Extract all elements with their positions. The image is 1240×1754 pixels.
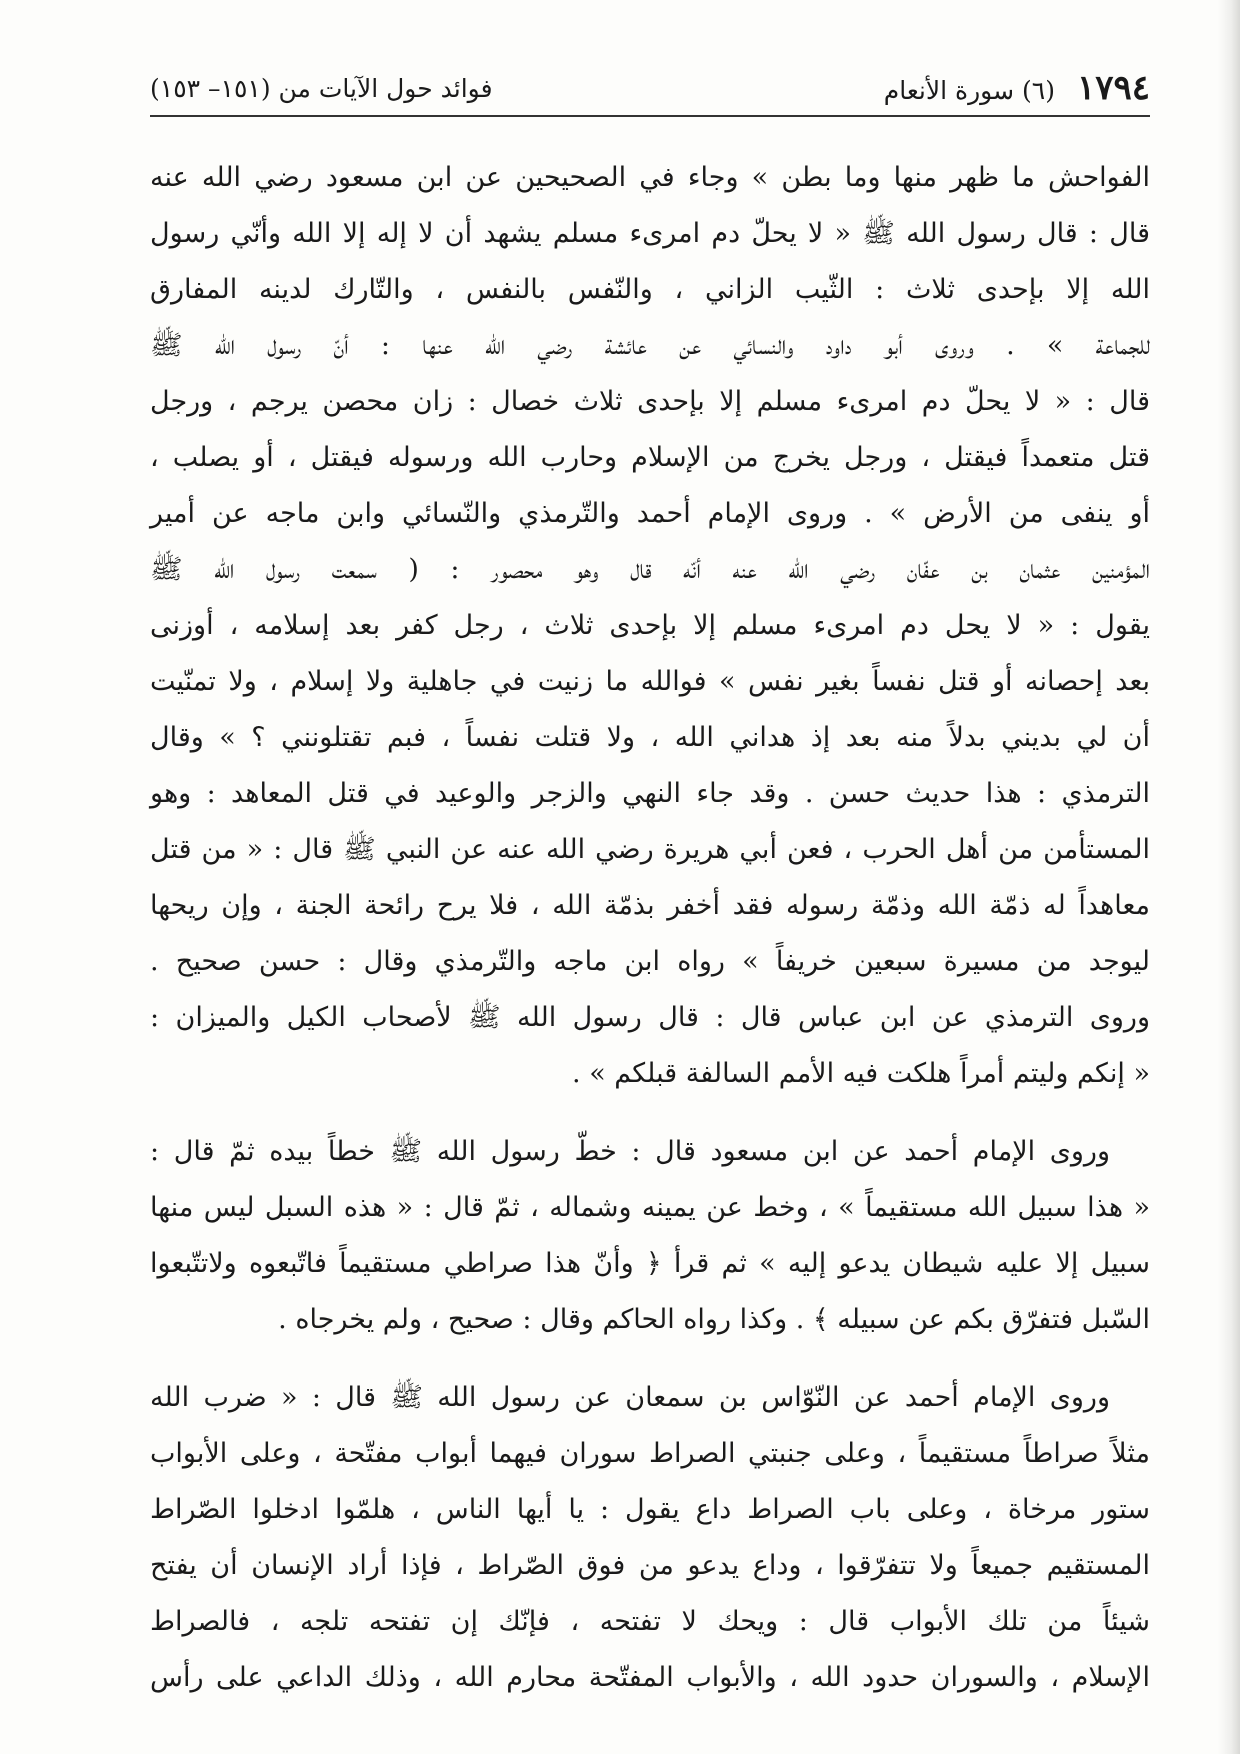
page-edge-shadow xyxy=(1218,0,1240,1754)
text-line: مثلاً صراطاً مستقيماً ، وعلى جنبتي الصراط سوران فيهما أبواب مفتّحة ، وعلى الأبواب xyxy=(150,1438,1150,1469)
text-line: الترمذي : هذا حديث حسن . وقد جاء النهي والزجر والوعيد في قتل المعاهد : وهو xyxy=(150,778,1150,809)
paragraph-3 xyxy=(150,1370,1150,1706)
running-header xyxy=(150,66,1150,110)
text-line: يقول : « لا يحل دم امرىء مسلم إلا بإحدى ثلاث ، رجل كفر بعد إسلامه ، أوزنى xyxy=(150,610,1150,641)
text-line: شيئاً من تلك الأبواب قال : ويحك لا تفتحه ، فإنّك إن تفتحه تلجه ، فالصراط xyxy=(150,1606,1150,1637)
text-line: قتل متعمداً فيقتل ، ورجل يخرج من الإسلام وحارب الله ورسوله فيقتل ، أو يصلب ، xyxy=(150,442,1150,473)
page-number: ١٧٩٤ xyxy=(1076,68,1150,108)
text-line: قال : قال رسول الله ﷺ « لا يحلّ دم امرىء مسلم يشهد أن لا إله إلا الله وأنّي رسول xyxy=(150,218,1150,249)
text-line: للجماعة » . وروى أبو داود والنسائي عن عائشة رضي الله عنها : أنّ رسول الله ﷺ xyxy=(150,330,1150,361)
text-line: الإسلام ، والسوران حدود الله ، والأبواب المفتّحة محارم الله ، وذلك الداعي على رأس xyxy=(150,1662,1150,1693)
text-line: وروى الإمام أحمد عن النّوّاس بن سمعان عن رسول الله ﷺ قال : « ضرب الله xyxy=(150,1382,1110,1413)
paragraph-1 xyxy=(150,150,1150,1102)
text-line: « هذا سبيل الله مستقيماً » ، وخط عن يمينه وشماله ، ثمّ قال : « هذه السبل ليس منها xyxy=(150,1192,1150,1223)
text-line: « إنكم وليتم أمراً هلكت فيه الأمم السالفة قبلكم » . xyxy=(572,1058,1150,1089)
text-line: المستأمن من أهل الحرب ، فعن أبي هريرة رضي الله عنه عن النبي ﷺ قال : « من قتل xyxy=(150,834,1150,865)
text-line: المستقيم جميعاً ولا تتفرّقوا ، وداع يدعو من فوق الصّراط ، فإذا أراد الإنسان أن يفتح xyxy=(150,1550,1150,1581)
header-right-group xyxy=(884,68,1150,108)
header-rule xyxy=(150,115,1150,117)
text-line: المؤمنين عثمان بن عفّان رضي الله عنه أنّه قال وهو محصور : ( سمعت رسول الله ﷺ xyxy=(150,554,1150,585)
text-line: سبيل إلا عليه شيطان يدعو إليه » ثم قرأ ﴿ وأنّ هذا صراطي مستقيماً فاتّبعوه ولاتتّبعوا xyxy=(150,1248,1150,1279)
text-line: أو ينفى من الأرض » . وروى الإمام أحمد والتّرمذي والنّسائي وابن ماجه عن أمير xyxy=(150,498,1150,529)
text-line: السّبل فتفرّق بكم عن سبيله ﴾ . وكذا رواه الحاكم وقال : صحيح ، ولم يخرجاه . xyxy=(278,1304,1150,1335)
paragraph-2 xyxy=(150,1124,1150,1348)
text-line: وروى الترمذي عن ابن عباس قال : قال رسول الله ﷺ لأصحاب الكيل والميزان : xyxy=(150,1002,1150,1033)
body-text xyxy=(150,150,1150,1728)
text-line: بعد إحصانه أو قتل نفساً بغير نفس » فوالله ما زنيت في جاهلية ولا إسلام ، ولا تمنّيت xyxy=(150,666,1150,697)
text-line: ستور مرخاة ، وعلى باب الصراط داع يقول : يا أيها الناس ، هلمّوا ادخلوا الصّراط xyxy=(150,1494,1150,1525)
text-line: قال : « لا يحلّ دم امرىء مسلم إلا بإحدى ثلاث خصال : زان محصن يرجم ، ورجل xyxy=(150,386,1150,417)
text-line: معاهداً له ذمّة الله وذمّة رسوله فقد أخفر بذمّة الله ، فلا يرح رائحة الجنة ، وإن ريحها xyxy=(150,890,1150,921)
text-line: الفواحش ما ظهر منها وما بطن » وجاء في الصحيحين عن ابن مسعود رضي الله عنه xyxy=(150,162,1150,193)
chapter-title: (٦) سورة الأنعام xyxy=(883,76,1055,105)
text-line: ليوجد من مسيرة سبعين خريفاً » رواه ابن ماجه والتّرمذي وقال : حسن صحيح . xyxy=(150,946,1150,977)
text-line: وروى الإمام أحمد عن ابن مسعود قال : خطّ رسول الله ﷺ خطاً بيده ثمّ قال : xyxy=(150,1136,1110,1167)
text-line: أن لي بديني بدلاً منه بعد إذ هداني الله ، ولا قتلت نفساً ، فبم تقتلونني ؟ » وقال xyxy=(150,722,1150,753)
text-line: الله إلا بإحدى ثلاث : الثّيب الزاني ، والنّفس بالنفس ، والتّارك لدينه المفارق xyxy=(150,274,1150,305)
section-topic: فوائد حول الآيات من (١٥١– ١٥٣) xyxy=(150,73,493,103)
